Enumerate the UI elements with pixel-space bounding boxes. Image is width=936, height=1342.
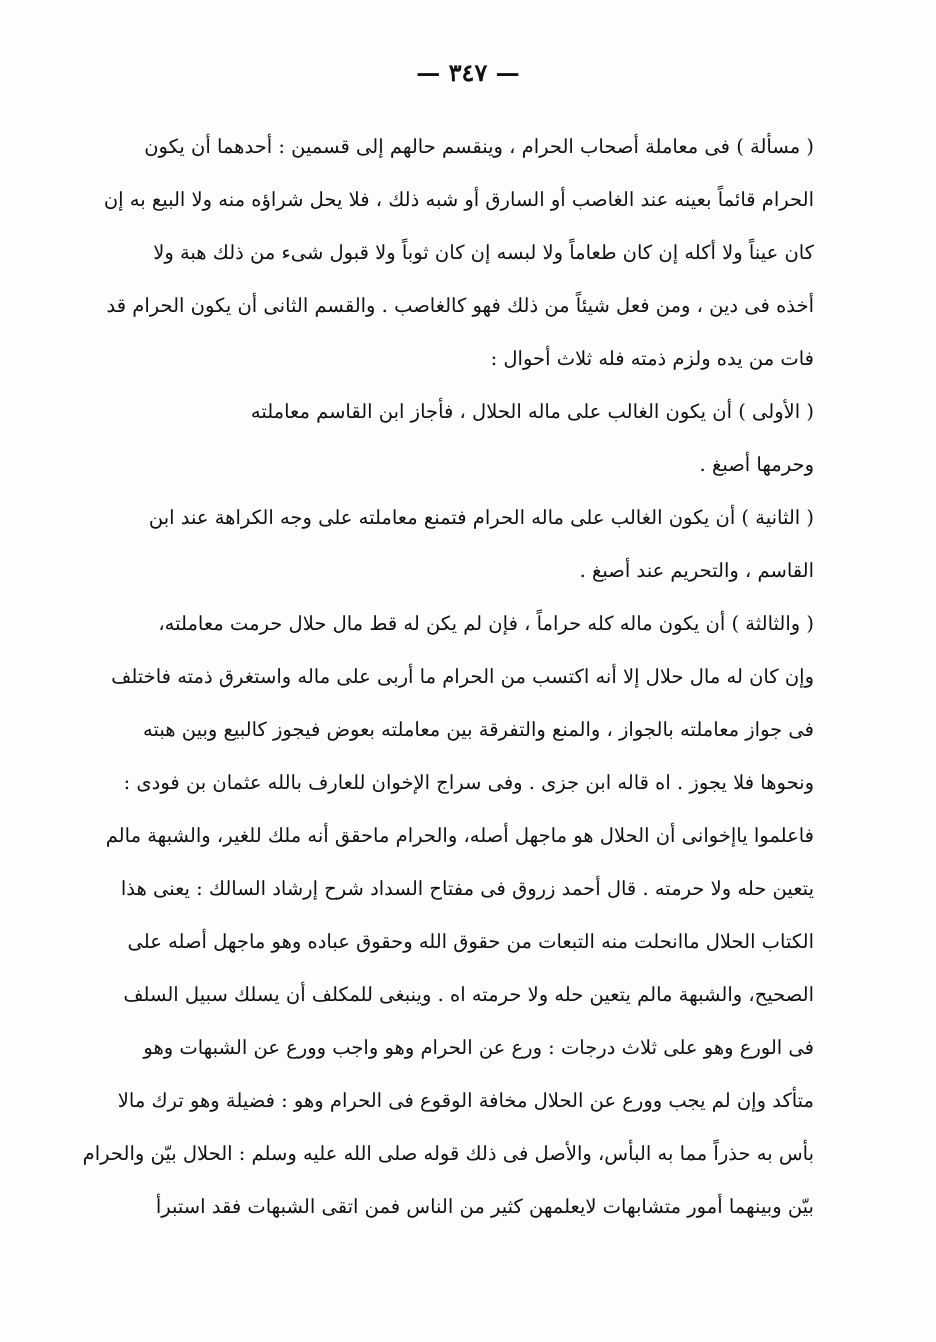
text-line: الكتاب الحلال ماانحلت منه التبعات من حقوق الله وحقوق عباده وهو ماجهل أصله على bbox=[127, 930, 814, 953]
text-line: وإن كان له مال حلال إلا أنه اكتسب من الحرام ما أربى على ماله واستغرق ذمته فاختلف bbox=[111, 665, 814, 688]
text-line: بيّن وبينهما أمور متشابهات لايعلمهن كثير من الناس فمن اتقى الشبهات فقد استبرأ bbox=[155, 1195, 814, 1218]
text-line: الحرام قائماً بعينه عند الغاصب أو السارق أو شبه ذلك ، فلا يحل شراؤه منه ولا البيع به إن bbox=[103, 188, 814, 211]
text-line: بأس به حذراً مما به البأس، والأصل فى ذلك قوله صلى الله عليه وسلم : الحلال بيّن والحرام bbox=[82, 1142, 814, 1165]
text-line: فى جواز معاملته بالجواز ، والمنع والتفرقة بين معاملته بعوض فيجوز كالبيع وبين هبته bbox=[143, 718, 814, 741]
text-line: ( الأولى ) أن يكون الغالب على ماله الحلال ، فأجاز ابن القاسم معاملته bbox=[250, 400, 814, 423]
text-line: فات من يده ولزم ذمته فله ثلاث أحوال : bbox=[490, 347, 814, 370]
text-line: ونحوها فلا يجوز . اه قاله ابن جزى . وفى سراج الإخوان للعارف بالله عثمان بن فودى : bbox=[123, 771, 814, 794]
text-line: ( مسألة ) فى معاملة أصحاب الحرام ، وينقسم حالهم إلى قسمين : أحدهما أن يكون bbox=[144, 135, 814, 158]
text-line: ( والثالثة ) أن يكون ماله كله حراماً ، فإن لم يكن له قط مال حلال حرمت معاملته، bbox=[158, 612, 814, 635]
text-line: فى الورع وهو على ثلاث درجات : ورع عن الحرام وهو واجب وورع عن الشبهات وهو bbox=[143, 1036, 814, 1059]
text-line: متأكد وإن لم يجب وورع عن الحلال مخافة الوقوع فى الحرام وهو : فضيلة وهو ترك مالا bbox=[117, 1089, 814, 1112]
text-line: القاسم ، والتحريم عند أصبغ . bbox=[579, 559, 814, 582]
text-line: الصحيح، والشبهة مالم يتعين حله ولا حرمته اه . وينبغى للمكلف أن يسلك سبيل السلف bbox=[123, 983, 814, 1006]
text-line: كان عيناً ولا أكله إن كان طعاماً ولا لبسه إن كان ثوباً ولا قبول شىء من ذلك هبة ولا bbox=[153, 241, 814, 264]
text-line: فاعلموا ياإخوانى أن الحلال هو ماجهل أصله، والحرام ماحقق أنه ملك للغير، والشبهة مالم bbox=[105, 824, 814, 847]
text-line: يتعين حله ولا حرمته . قال أحمد زروق فى مفتاح السداد شرح إرشاد السالك : يعنى هذا bbox=[120, 877, 814, 900]
text-line: ( الثانية ) أن يكون الغالب على ماله الحرام فتمنع معاملته على وجه الكراهة عند ابن bbox=[148, 506, 814, 529]
text-line: وحرمها أصبغ . bbox=[699, 453, 814, 476]
body-text bbox=[76, 120, 814, 1233]
page-number: — ٣٤٧ — bbox=[416, 58, 520, 87]
text-line: أخذه فى دين ، ومن فعل شيئاً من ذلك فهو كالغاصب . والقسم الثانى أن يكون الحرام قد bbox=[106, 294, 814, 317]
